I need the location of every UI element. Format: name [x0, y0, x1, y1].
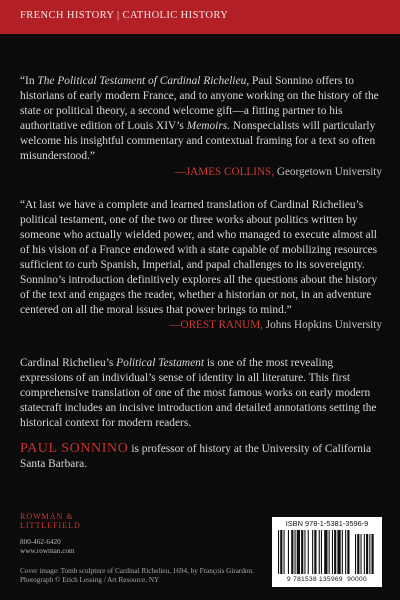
barcode-bar — [295, 530, 296, 574]
author-bio-text: is professor of history at the University of California Santa Barbara. — [20, 442, 372, 471]
endorser-affiliation: Georgetown University — [274, 165, 382, 178]
back-cover-text — [20, 74, 382, 472]
barcode-bar — [342, 530, 343, 574]
endorsement-quote-collins — [20, 74, 382, 165]
barcode-addon-bar — [355, 534, 356, 574]
author-bio — [20, 441, 382, 472]
quote-open: “In — [20, 75, 38, 87]
barcode-bar — [334, 530, 336, 574]
barcode-bar — [304, 530, 305, 574]
endorsement-attribution-collins — [20, 165, 382, 180]
barcode-panel — [272, 517, 382, 587]
barcode-bar — [314, 530, 316, 574]
quote-text-part2: Nonspecialists will particularly welcome his insightful commentary and contextual framing for a text so often misunderstood.” — [20, 120, 376, 163]
barcode-ean-digits: 9 781538 135969 — [287, 576, 343, 583]
cover-image-credit: Cover image: Tomb sculpture of Cardinal Richelieu, 1694, by François Girardon. Photograph © Erich Lessing / Art Resource, NY — [20, 567, 254, 585]
author-name: PAUL SONNINO — [20, 440, 129, 456]
category-label: FRENCH HISTORY | CATHOLIC HISTORY — [20, 10, 229, 21]
barcode-bar — [278, 530, 279, 574]
barcode-addon-bar — [372, 534, 374, 574]
barcode-bar — [308, 530, 309, 574]
barcode-bar — [291, 530, 293, 574]
barcode-bar — [324, 530, 327, 574]
book-description — [20, 356, 382, 431]
endorsement-attribution-ranum — [20, 318, 382, 333]
publisher-phone: 800-462-6420 — [20, 538, 61, 546]
barcode-bar — [301, 530, 303, 574]
barcode-bar — [321, 530, 322, 574]
description-title: Political Testament — [116, 356, 205, 369]
barcode-bar — [347, 530, 349, 574]
endorsement-quote-ranum: “At last we have a complete and learned translation of Cardinal Richelieu’s political testament, one of the two or three works about politics written by someone who actually wielded power, and who managed to execute almost all of his vision of a France endowed with a state capable of mobilizing resources sufficient to curb Spanish, Imperial, and papal challenges to its sovereignty. Sonnino’s introduction definitively explores all the questions about the history of the text and engages the reader, whether a historian or not, in an adventure centered on all the moral issues that power brings to mind.” — [20, 198, 378, 317]
barcode-bars — [278, 530, 376, 576]
isbn-label: ISBN 978-1-5381-3596-9 — [285, 519, 369, 528]
publisher-block — [20, 512, 81, 556]
barcode-bar — [345, 530, 346, 574]
quote-book-title: The Political Testament of Cardinal Richelieu, — [37, 75, 250, 87]
barcode-bar — [288, 530, 289, 574]
endorser-name: —JAMES COLLINS, — [174, 165, 275, 178]
quote-memoirs-title: Memoirs. — [186, 120, 231, 133]
barcode-addon-bar — [369, 534, 370, 574]
publisher-logo-line1: ROWMAN & — [20, 512, 74, 521]
description-lead: Cardinal Richelieu’s — [20, 356, 117, 369]
barcode-bar — [280, 530, 282, 574]
barcode-bar — [332, 530, 333, 574]
barcode-bar — [329, 530, 330, 574]
description-rest: is one of the most revealing expressions of an individual’s sense of identity in all literature. This first comprehensive translation of one of the most famous works on early modern statecraft includes an incisive introduction and detailed annotations setting the historical context for modern readers. — [20, 356, 377, 429]
endorser-name: —OREST RANUM, — [169, 319, 263, 332]
endorser-affiliation: Johns Hopkins University — [262, 319, 382, 332]
barcode-addon-digits: 90000 — [347, 576, 367, 583]
barcode-addon-bar — [357, 534, 359, 574]
barcode-bar — [319, 530, 320, 574]
publisher-website: www.rowman.com — [20, 547, 75, 555]
publisher-logo-line2: LITTLEFIELD — [20, 521, 81, 530]
barcode-addon-bar — [361, 534, 362, 574]
barcode-addon-bar — [364, 534, 365, 574]
barcode-addon-bar — [366, 534, 368, 574]
barcode-bar — [337, 530, 340, 574]
barcode-bar — [297, 530, 300, 574]
barcode-bar — [284, 530, 285, 574]
barcode-bar — [312, 530, 313, 574]
quote-text-part1: Paul Sonnino offers to historians of early modern France, and to anyone working on the history of the state or political theory, a second welcome gift—a fitting partner to his authoritative edition of Louis XIV’s — [20, 75, 379, 133]
barcode-digits — [274, 576, 380, 583]
